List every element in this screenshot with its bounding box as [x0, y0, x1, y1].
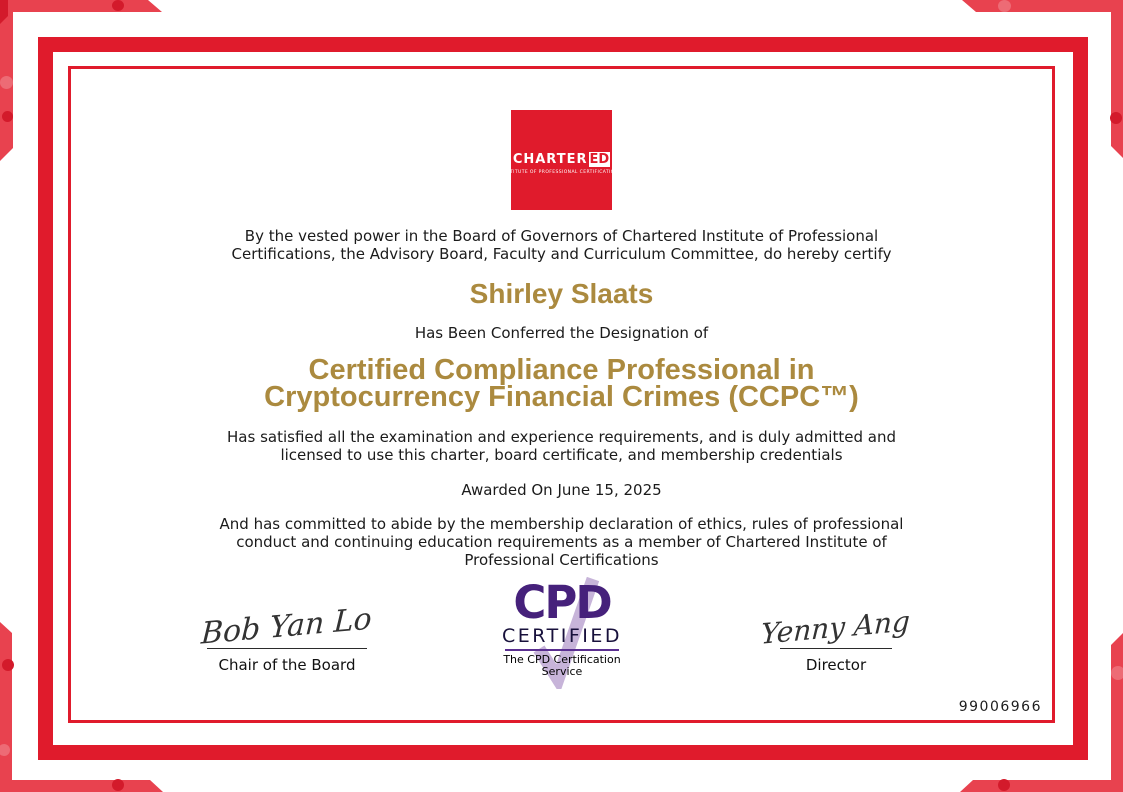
- chair-signature: Bob Yan Lo: [200, 601, 373, 652]
- chair-signature-block: [177, 586, 397, 674]
- intro-line-2: Certifications, the Advisory Board, Faculty and Curriculum Committee, do hereby certify: [231, 245, 892, 263]
- cpd-logo: [501, 576, 623, 678]
- conferred-text: Has Been Conferred the Designation of: [414, 324, 709, 342]
- requirements-line-2: licensed to use this charter, board certificate, and membership credentials: [280, 446, 843, 464]
- chair-title: Chair of the Board: [218, 656, 356, 674]
- certificate-number: 99006966: [958, 699, 1042, 715]
- intro-text: [0, 227, 1123, 263]
- logo-tagline: INSTITUTE OF PROFESSIONAL CERTIFICATIONS: [501, 170, 622, 175]
- decor-dot: [2, 659, 14, 671]
- director-title: Director: [805, 656, 867, 674]
- cpd-service-label: [501, 654, 623, 678]
- recipient-name: Shirley Slaats: [469, 278, 654, 309]
- certificate-title: [0, 354, 1123, 413]
- commitment-line-1: And has committed to abide by the membership declaration of ethics, rules of professional: [219, 515, 904, 533]
- commitment-text: [0, 515, 1123, 569]
- requirements-text: [0, 428, 1123, 464]
- chartered-logo: [501, 110, 622, 210]
- certificate-title-line-1: Certified Compliance Professional in: [308, 354, 815, 386]
- cpd-divider: [505, 649, 619, 651]
- decor-dot: [112, 779, 124, 791]
- award-date: Awarded On June 15, 2025: [461, 481, 662, 499]
- certificate-title-line-2: Cryptocurrency Financial Crimes (CCPC™): [264, 381, 859, 413]
- intro-line-1: By the vested power in the Board of Governors of Chartered Institute of Professional: [244, 227, 879, 245]
- cpd-service-line-1: The CPD Certification: [503, 653, 621, 666]
- logo-wordmark-suffix: ED: [589, 152, 610, 167]
- cpd-certified-label: CERTIFIED: [502, 625, 622, 647]
- commitment-line-3: Professional Certifications: [464, 551, 659, 569]
- decor-dot: [1111, 666, 1123, 680]
- requirements-line-1: Has satisfied all the examination and experience requirements, and is duly admitted and: [227, 428, 896, 446]
- cpd-service-line-2: Service: [541, 665, 583, 678]
- decor-dot: [998, 0, 1011, 12]
- logo-wordmark: [513, 152, 610, 167]
- decor-dot: [1110, 112, 1122, 124]
- decor-dot: [0, 76, 13, 89]
- cpd-acronym: CPD: [513, 576, 611, 629]
- decor-dot: [998, 779, 1010, 791]
- decor-dot: [2, 111, 13, 122]
- director-signature-line: [780, 648, 892, 649]
- director-signature-block: [726, 586, 946, 674]
- logo-wordmark-main: CHARTER: [512, 151, 588, 167]
- commitment-line-2: conduct and continuing education requirements as a member of Chartered Institute of: [236, 533, 887, 551]
- director-signature: Yenny Ang: [759, 604, 911, 651]
- decor-dot: [112, 0, 124, 11]
